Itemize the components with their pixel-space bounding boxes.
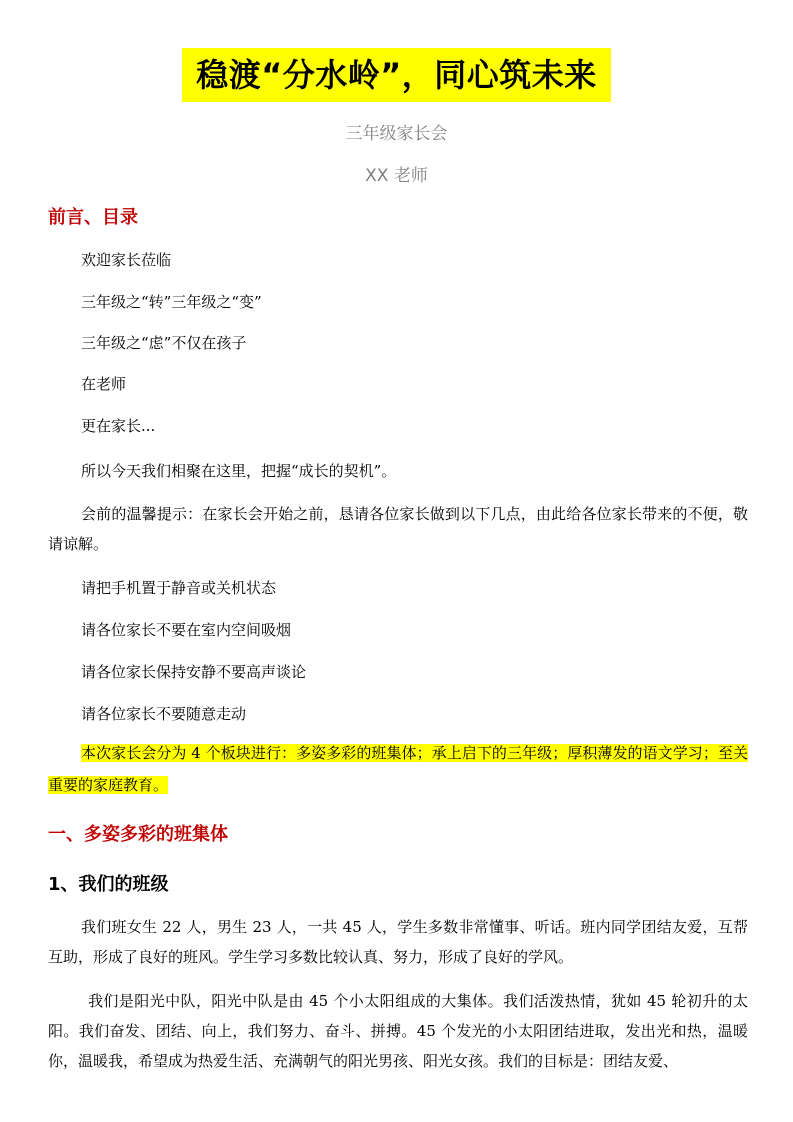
section-preface-heading: 前言、目录	[48, 207, 138, 228]
subsection-heading: 1、我们的班级	[48, 874, 169, 895]
section-one-heading: 一、多姿多彩的班集体	[48, 824, 228, 845]
class-paragraph: 我们班女生 22 人，男生 23 人，一共 45 人，学生多数非常懂事、听话。班内同学团结友爱，互帮互助，形成了良好的班风。学生学习多数比较认真、努力，形成了良好的学风。	[48, 918, 748, 966]
preface-line: 欢迎家长莅临	[81, 251, 172, 269]
document-subtitle: 三年级家长会	[345, 124, 448, 144]
document-title: 稳渡“分水岭”，同心筑未来	[182, 48, 611, 102]
rule-item: 请把手机置于静音或关机状态	[81, 579, 277, 597]
rule-item: 请各位家长保持安静不要高声谈论	[81, 663, 307, 681]
reminder-paragraph: 会前的温馨提示：在家长会开始之前，恳请各位家长做到以下几点，由此给各位家长带来的不便，敬请谅解。	[48, 505, 748, 553]
sun-squad-paragraph: 我们是阳光中队，阳光中队是由 45 个小太阳组成的大集体。我们活泼热情，犹如 45 轮初升的太阳。我们奋发、团结、向上，我们努力、奋斗、拼搏。45 个发光的小太阳团结进取，发出光和热，温暖你，温暖我，希望成为热爱生活、充满朝气的阳光男孩、阳光女孩。我们的目标是：团结友爱、	[48, 992, 748, 1070]
preface-line: 更在家长...	[81, 417, 156, 435]
title-block	[0, 48, 793, 102]
overview-highlight: 本次家长会分为 4 个板块进行：多姿多彩的班集体；承上启下的三年级；厚积薄发的语文学习；至关重要的家庭教育。	[48, 744, 748, 794]
preface-line: 三年级之“转”三年级之“变”	[81, 293, 262, 311]
teacher-name: XX 老师	[365, 166, 428, 186]
overview-paragraph	[48, 737, 748, 801]
preface-line: 三年级之“虑”不仅在孩子	[81, 334, 247, 352]
rule-item: 请各位家长不要随意走动	[81, 705, 247, 723]
preface-line: 所以今天我们相聚在这里，把握“成长的契机”。	[81, 462, 397, 480]
rule-item: 请各位家长不要在室内空间吸烟	[81, 621, 292, 639]
preface-line: 在老师	[81, 375, 127, 393]
